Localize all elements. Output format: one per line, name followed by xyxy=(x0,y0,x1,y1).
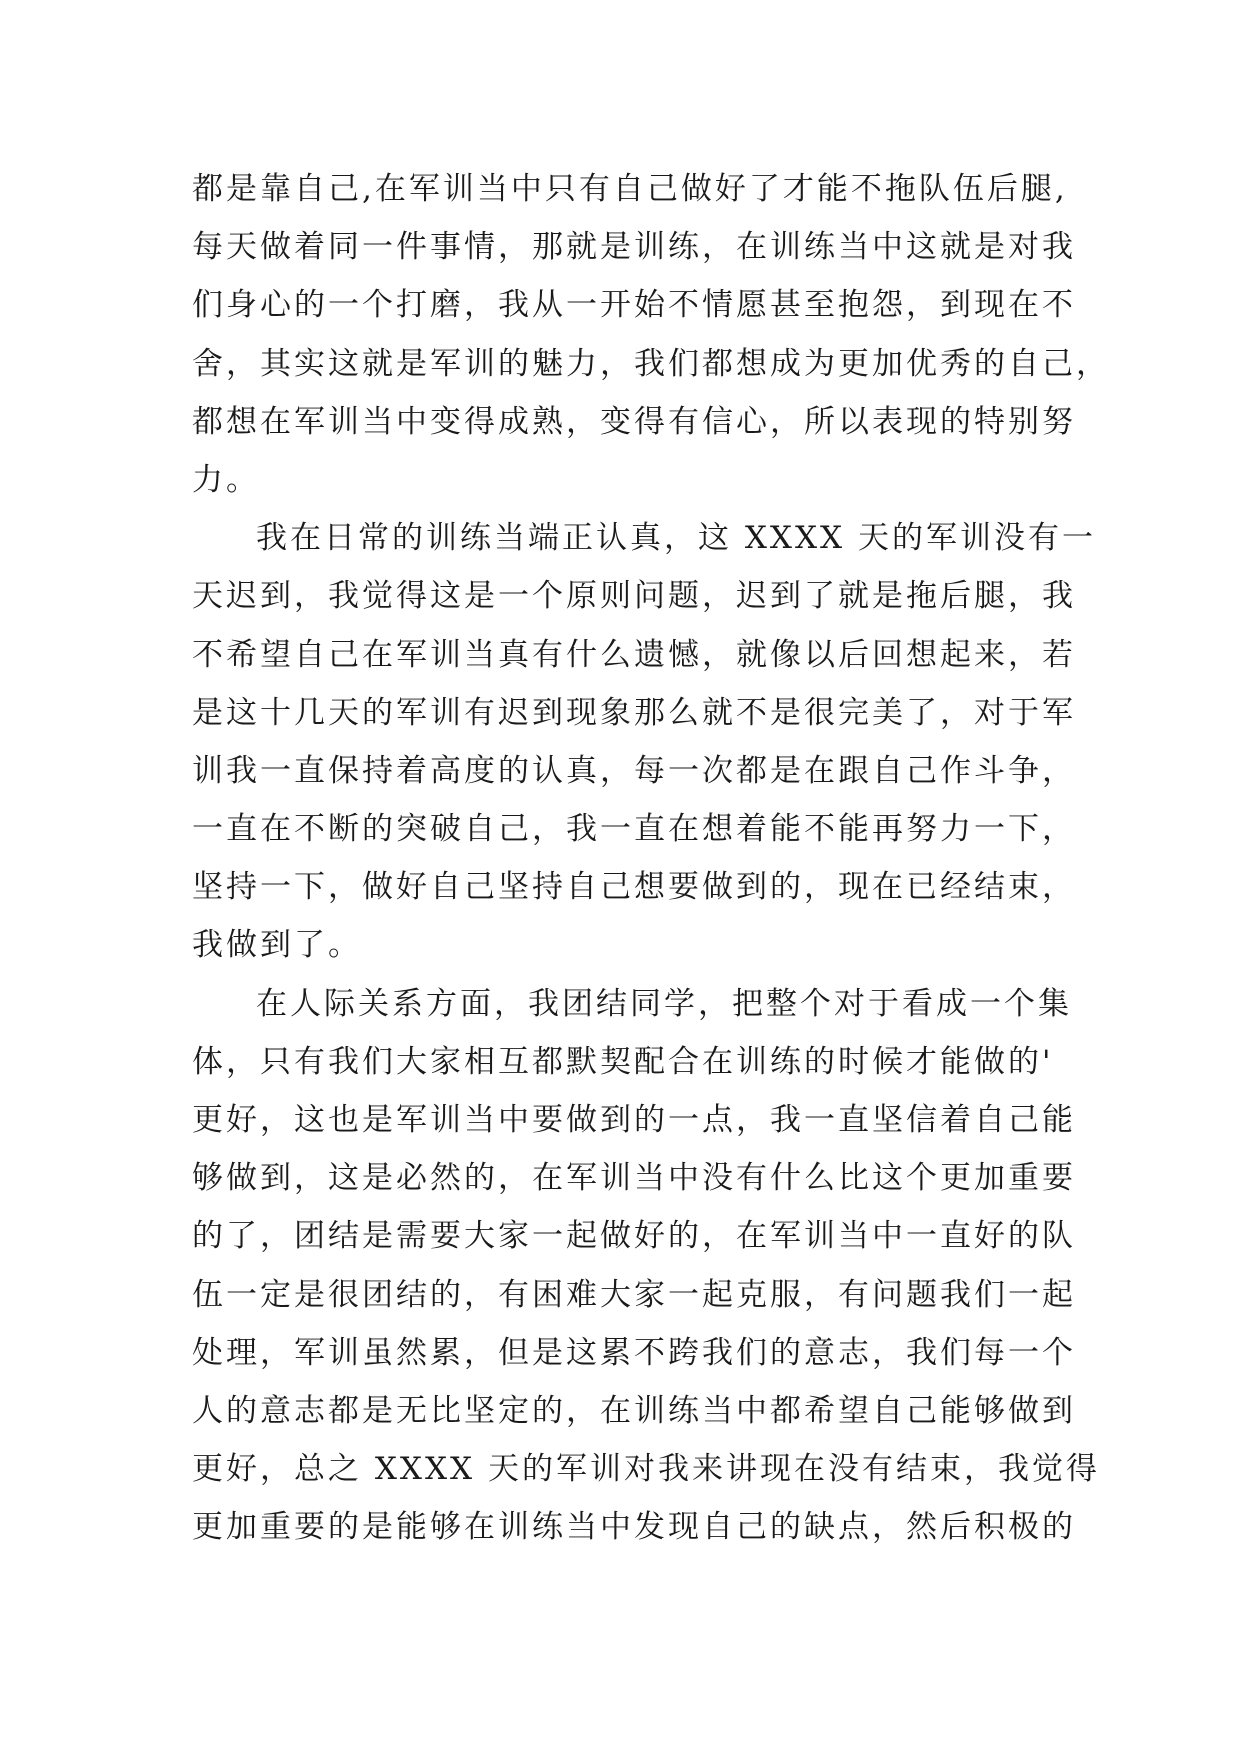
paragraph-1 xyxy=(192,160,1110,509)
text-line: 处理，军训虽然累，但是这累不跨我们的意志，我们每一个 xyxy=(192,1334,1076,1371)
text-line: 是这十几天的军训有迟到现象那么就不是很完美了，对于军 xyxy=(192,694,1076,731)
body-text xyxy=(192,160,1110,1557)
text-line: 训我一直保持着高度的认真，每一次都是在跟自己作斗争， xyxy=(192,752,1076,789)
text-line: 每天做着同一件事情，那就是训练，在训练当中这就是对我 xyxy=(192,229,1076,266)
paragraph-3 xyxy=(192,975,1100,1557)
text-line: 人的意志都是无比坚定的，在训练当中都希望自己能够做到 xyxy=(192,1392,1076,1429)
text-line: 天迟到，我觉得这是一个原则问题，迟到了就是拖后腿，我 xyxy=(192,578,1076,615)
text-line: 一直在不断的突破自己，我一直在想着能不能再努力一下， xyxy=(192,811,1076,848)
text-line-indented: 在人际关系方面，我团结同学，把整个对于看成一个集 xyxy=(256,985,1072,1022)
text-line: 伍一定是很团结的，有困难大家一起克服，有问题我们一起 xyxy=(192,1276,1076,1313)
text-line: 更加重要的是能够在训练当中发现自己的缺点，然后积极的 xyxy=(192,1509,1076,1546)
text-line: 都是靠自己,在军训当中只有自己做好了才能不拖队伍后腿, xyxy=(192,171,1068,207)
text-line: 们身心的一个打磨，我从一开始不情愿甚至抱怨，到现在不 xyxy=(192,287,1076,324)
text-line: 都想在军训当中变得成熟，变得有信心，所以表现的特别努 xyxy=(192,403,1076,440)
text-line-indented: 我在日常的训练当端正认真，这 XXXX 天的军训没有一 xyxy=(256,520,1096,557)
text-line: 够做到，这是必然的，在军训当中没有什么比这个更加重要 xyxy=(192,1160,1076,1197)
text-line: 体，只有我们大家相互都默契配合在训练的时候才能做的' xyxy=(192,1043,1054,1080)
text-line: 更好，这也是军训当中要做到的一点，我一直坚信着自己能 xyxy=(192,1102,1076,1138)
text-line: 的了，团结是需要大家一起做好的，在军训当中一直好的队 xyxy=(192,1218,1076,1255)
text-line: 更好，总之 XXXX 天的军训对我来讲现在没有结束，我觉得 xyxy=(192,1451,1100,1488)
paragraph-2 xyxy=(192,509,1096,975)
text-line: 坚持一下，做好自己坚持自己想要做到的，现在已经结束， xyxy=(192,869,1076,906)
text-line: 我做到了。 xyxy=(192,927,362,964)
text-line: 不希望自己在军训当真有什么遗憾，就像以后回想起来，若 xyxy=(192,636,1076,673)
text-line: 舍，其实这就是军训的魅力，我们都想成为更加优秀的自己， xyxy=(192,345,1110,382)
text-line: 力。 xyxy=(192,461,260,498)
